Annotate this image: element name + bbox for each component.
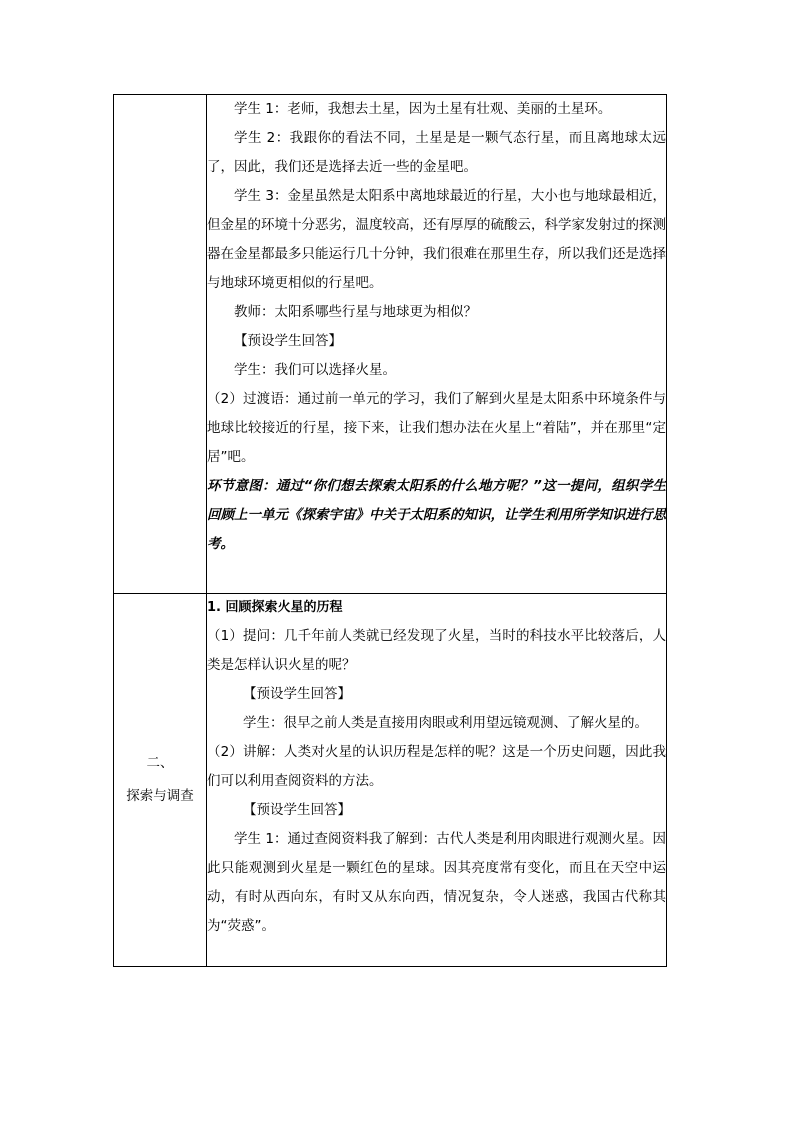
stage-name: 探索与调查 — [126, 788, 194, 804]
table-row — [114, 594, 667, 967]
student-answer: 学生：很早之前人类是直接用肉眼或利用望远镜观测、了解火星的。 — [243, 715, 648, 731]
section-intent: 环节意图：通过“你们想去探索太阳系的什么地方呢？”这一提问，组织学生回顾上一单元《探索宇宙》中关于太阳系的知识，让学生利用所学知识进行思考。 — [207, 478, 666, 552]
content-cell — [207, 95, 667, 594]
preset-answer-label: 【预设学生回答】 — [234, 333, 342, 349]
table-row — [114, 95, 667, 594]
explanation-text: （2）讲解：人类对火星的认识历程是怎样的呢？这是一个历史问题，因此我们可以利用查阅资料的方法。 — [207, 744, 666, 789]
transition-text: （2）过渡语：通过前一单元的学习，我们了解到火星是太阳系中环境条件与地球比较接近的行星，接下来，让我们想办法在火星上“着陆”，并在那里“定居”吧。 — [207, 391, 666, 465]
content-cell — [207, 594, 667, 967]
question-text: （1）提问：几千年前人类就已经发现了火星，当时的科技水平比较落后，人类是怎样认识火星的呢？ — [207, 628, 666, 673]
section-heading: 1. 回顾探索火星的历程 — [207, 600, 343, 615]
student-answer: 学生：我们可以选择火星。 — [234, 362, 396, 378]
student-3-dialogue: 学生 3：金星虽然是太阳系中离地球最近的行星，大小也与地球最相近，但金星的环境十分恶劣，温度较高，还有厚厚的硫酸云，科学家发射过的探测器在金星都最多只能运行几十分钟，我们很难在那里生存，所以我们还是选择与地球环境更相似的行星吧。 — [207, 188, 666, 291]
stage-cell — [114, 594, 207, 967]
lesson-plan-table — [113, 94, 667, 967]
student-1-dialogue: 学生 1：老师，我想去土星，因为土星有壮观、美丽的土星环。 — [234, 101, 612, 117]
stage-cell — [114, 95, 207, 594]
stage-number: 二、 — [146, 755, 174, 771]
preset-answer-label: 【预设学生回答】 — [243, 686, 351, 702]
student-1-answer: 学生 1：通过查阅资料我了解到：古代人类是利用肉眼进行观测火星。因此只能观测到火星是一颗红色的星球。因其亮度常有变化，而且在天空中运动，有时从西向东，有时又从东向西，情况复杂，令人迷惑，我国古代称其为“荧惑”。 — [207, 831, 666, 934]
student-2-dialogue: 学生 2：我跟你的看法不同，土星是是一颗气态行星，而且离地球太远了，因此，我们还是选择去近一些的金星吧。 — [207, 130, 666, 175]
preset-answer-label: 【预设学生回答】 — [243, 802, 351, 818]
teacher-question: 教师：太阳系哪些行星与地球更为相似？ — [234, 304, 477, 320]
